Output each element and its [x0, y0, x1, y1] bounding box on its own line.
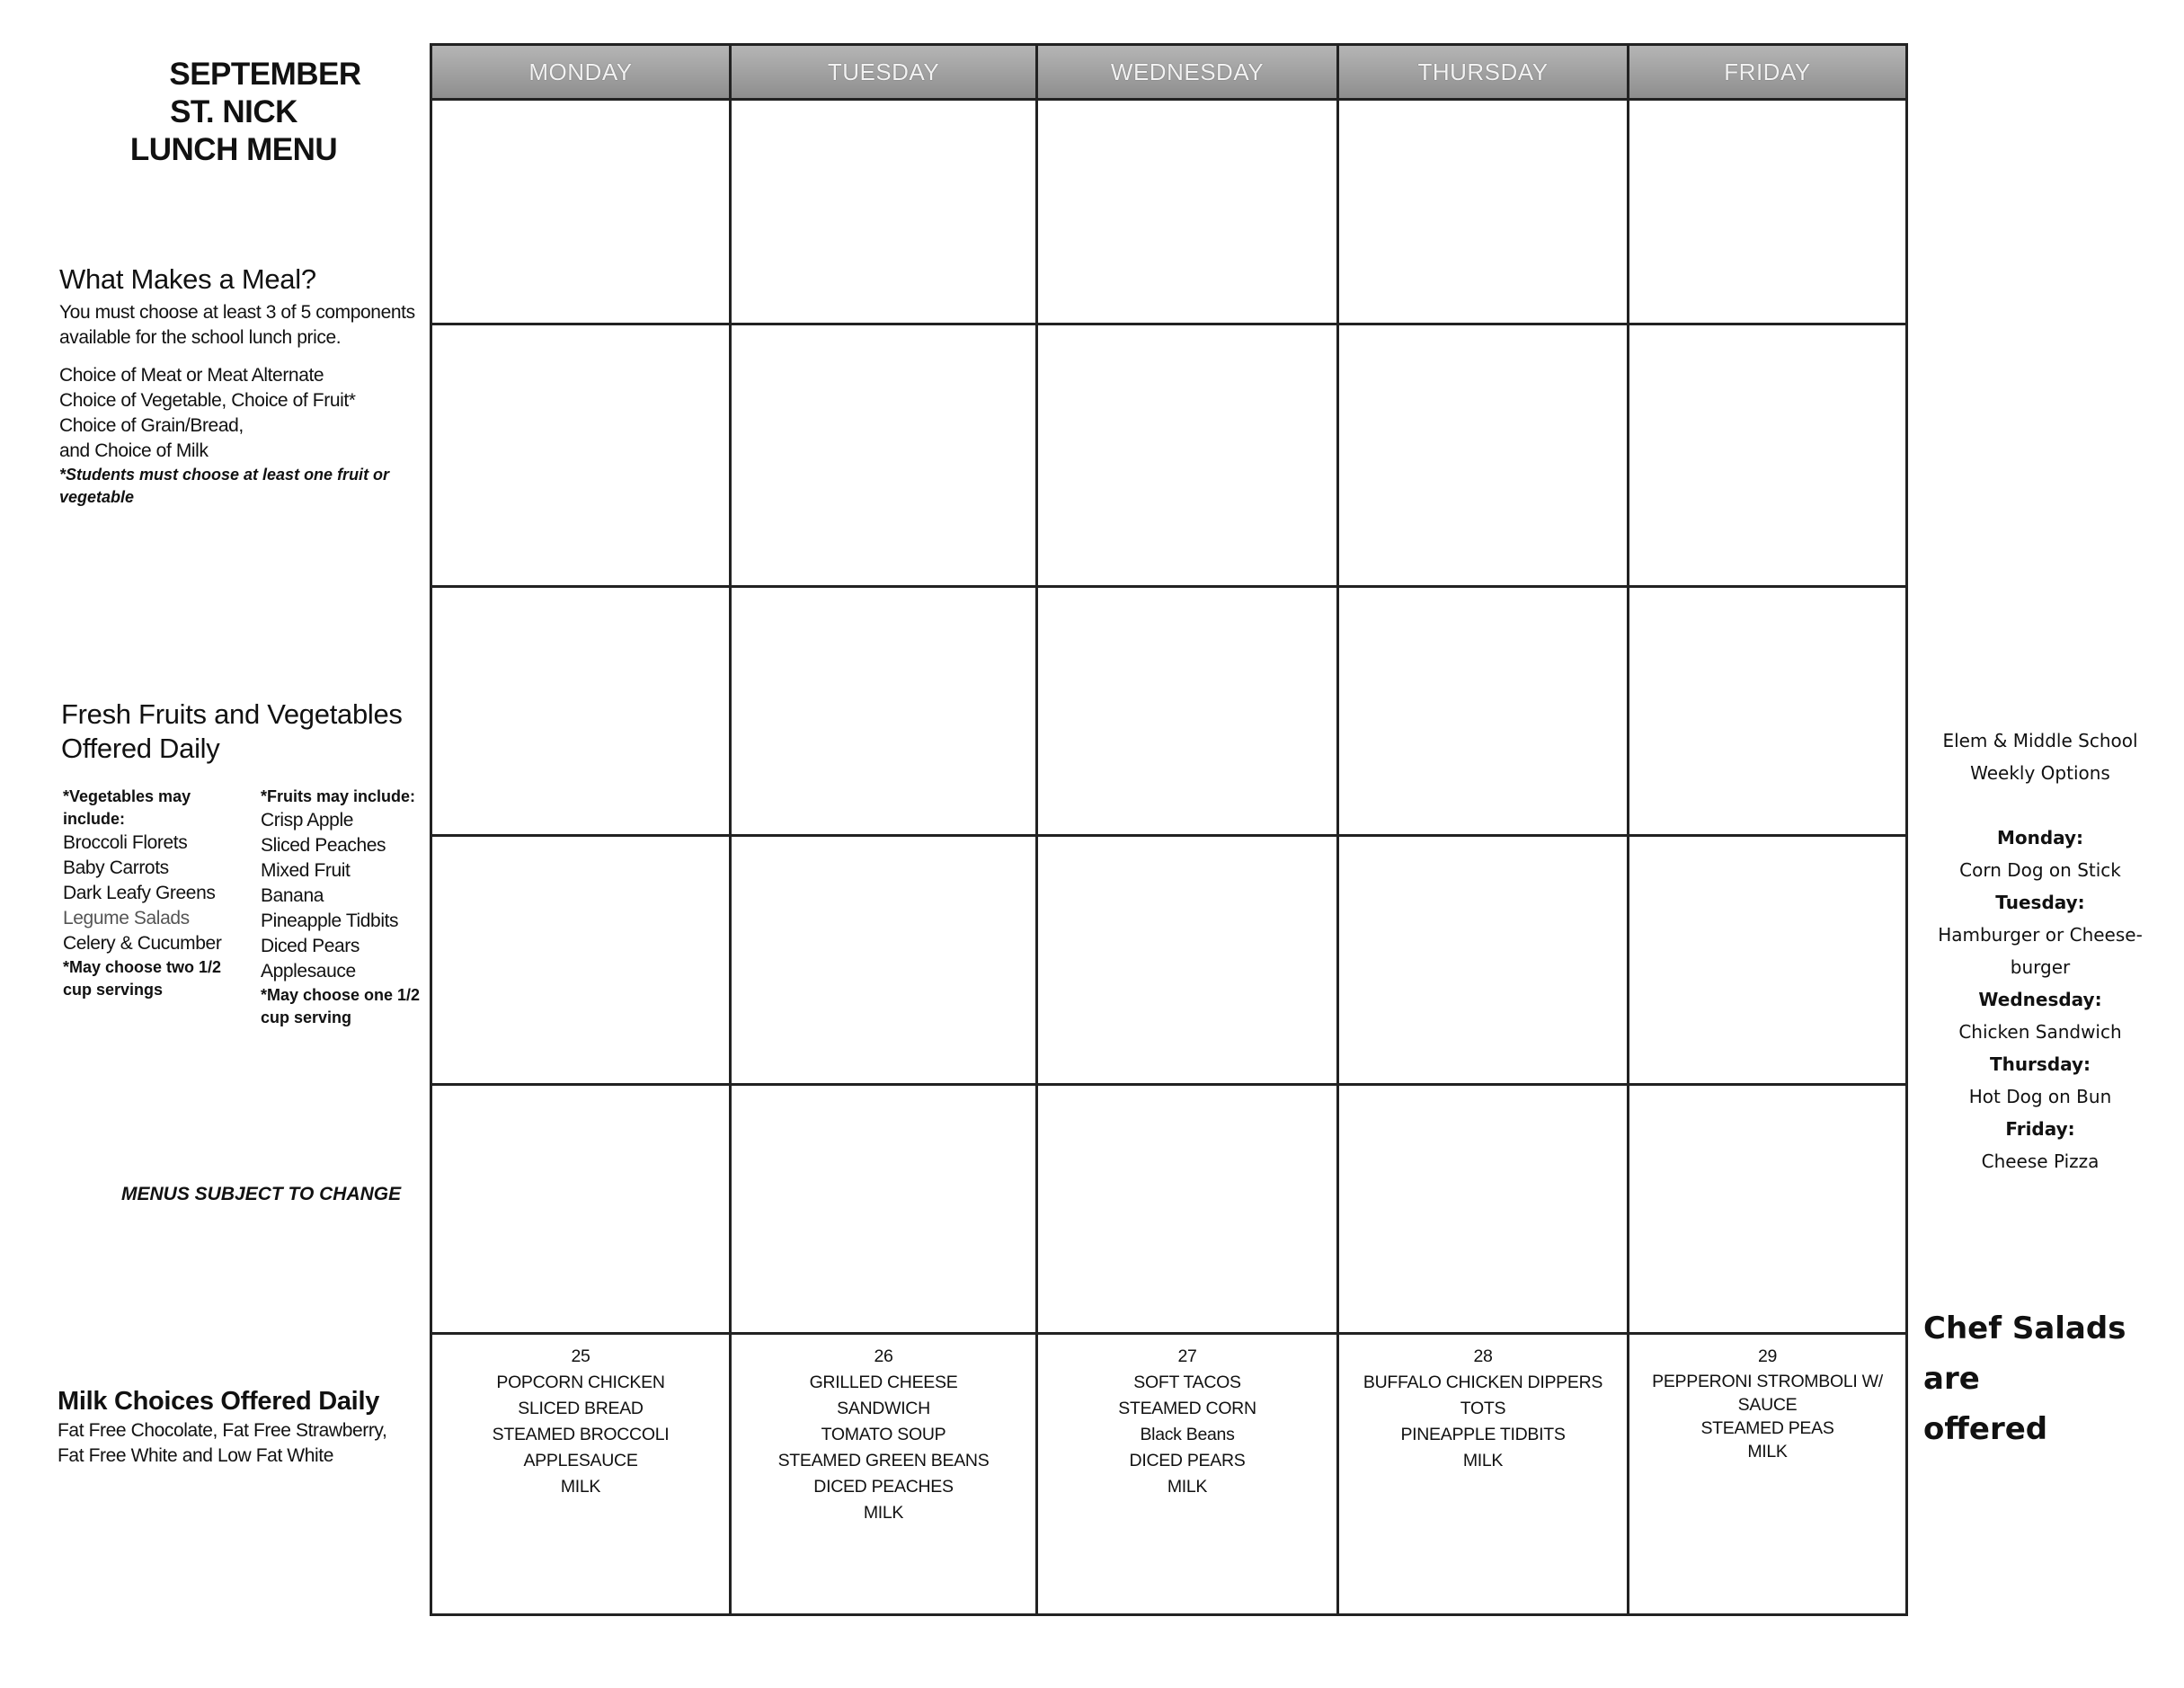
menu-calendar [430, 43, 1908, 1616]
menu-item: MILK [1462, 1451, 1504, 1470]
weekly-options-title-2: Weekly Options [1970, 762, 2110, 784]
option-item: Chicken Sandwich [1958, 1021, 2122, 1043]
meal-note: *Students must choose at least one fruit or vegetable [59, 466, 390, 506]
veg-item: Dark Leafy Greens [63, 883, 216, 903]
produce-title-1: Fresh Fruits and Vegetables [61, 698, 403, 730]
menu-item: MILK [863, 1503, 904, 1523]
grid-divider [432, 585, 1905, 588]
meal-choice: and Choice of Milk [59, 440, 209, 461]
vegetable-list [63, 786, 243, 1001]
header-monday: MONDAY [528, 58, 633, 85]
option-item: Cheese Pizza [1981, 1151, 2100, 1172]
meal-choice: Choice of Vegetable, Choice of Fruit* [59, 390, 356, 411]
menu-item: TOMATO SOUP [821, 1425, 946, 1444]
menu-item: TOTS [1460, 1399, 1506, 1418]
fruit-item: Mixed Fruit [261, 860, 351, 881]
menu-item: Black Beans [1140, 1425, 1235, 1444]
option-day: Friday: [2005, 1118, 2075, 1140]
day-date: 25 [571, 1346, 590, 1366]
header-friday: FRIDAY [1724, 58, 1811, 85]
milk-line-1: Fat Free Chocolate, Fat Free Strawberry, [58, 1420, 387, 1441]
menu-item: SLICED BREAD [518, 1399, 644, 1418]
fruit-item: Applesauce [261, 961, 356, 982]
meal-choice: Choice of Meat or Meat Alternate [59, 365, 324, 386]
day-date: 27 [1177, 1346, 1197, 1366]
menu-item: BUFFALO CHICKEN DIPPERS [1363, 1373, 1603, 1392]
title-school: ST. NICK [170, 94, 297, 129]
weekly-options [1923, 724, 2157, 1177]
menu-item: MILK [1167, 1477, 1208, 1497]
menu-item: GRILLED CHEESE [809, 1373, 958, 1392]
meal-info-title: What Makes a Meal? [59, 263, 316, 295]
fruit-item: Sliced Peaches [261, 835, 386, 856]
menu-item: APPLESAUCE [523, 1451, 638, 1470]
menu-item: MILK [1747, 1442, 1788, 1461]
meal-info-intro: You must choose at least 3 of 5 components available for the school lunch price. [59, 302, 415, 348]
fruit-item: Crisp Apple [261, 810, 353, 831]
meal-choice: Choice of Grain/Bread, [59, 415, 244, 436]
meal-choices [59, 363, 419, 464]
fruit-item: Pineapple Tidbits [261, 911, 399, 931]
chef-line-2: offered [1923, 1411, 2048, 1447]
weekday-header [432, 46, 1905, 101]
menu-item: SOFT TACOS [1133, 1373, 1241, 1392]
grid-divider [432, 834, 1905, 837]
day-date: 28 [1473, 1346, 1493, 1366]
menu-item: DICED PEARS [1129, 1451, 1246, 1470]
grid-divider [432, 1332, 1905, 1335]
day-cell-thursday [1339, 1344, 1627, 1474]
day-cell-friday [1629, 1344, 1905, 1463]
produce-section [61, 697, 421, 766]
day-date: 26 [874, 1346, 893, 1366]
title-menu: LUNCH MENU [129, 132, 338, 167]
menu-item: STEAMED CORN [1118, 1399, 1256, 1418]
menu-item: POPCORN CHICKEN [496, 1373, 665, 1392]
veg-item: Baby Carrots [63, 857, 169, 878]
day-cell-tuesday [732, 1344, 1035, 1526]
option-day: Tuesday: [1995, 892, 2085, 913]
menus-subject-to-change: MENUS SUBJECT TO CHANGE [121, 1184, 402, 1204]
veg-item: Broccoli Florets [63, 832, 188, 853]
header-wednesday: WEDNESDAY [1110, 58, 1265, 85]
grid-divider [432, 1083, 1905, 1086]
day-cell-wednesday [1038, 1344, 1336, 1500]
day-cell-monday [432, 1344, 729, 1500]
menu-item: SAUCE [1737, 1395, 1798, 1415]
fruit-heading: *Fruits may include: [261, 787, 416, 805]
title-month: SEPTEMBER [169, 57, 361, 92]
menu-item: PEPPERONI STROMBOLI W/ [1652, 1372, 1883, 1391]
milk-title: Milk Choices Offered Daily [58, 1387, 380, 1416]
veg-note: *May choose two 1/2 cup servings [63, 958, 222, 999]
chef-line-1: Chef Salads are [1923, 1310, 2126, 1397]
fruit-note: *May choose one 1/2 cup serving [261, 986, 421, 1026]
day-date: 29 [1757, 1346, 1778, 1366]
header-tuesday: TUESDAY [827, 58, 940, 85]
menu-item: STEAMED BROCCOLI [492, 1425, 670, 1444]
option-item: Hamburger or Cheese- [1938, 924, 2143, 946]
milk-section [58, 1384, 435, 1469]
grid-divider [432, 323, 1905, 325]
produce-title-2: Offered Daily [61, 733, 220, 764]
fruit-item: Diced Pears [261, 936, 360, 956]
option-day: Monday: [1996, 827, 2084, 848]
menu-item: STEAMED PEAS [1700, 1418, 1834, 1438]
menu-item: MILK [560, 1477, 601, 1497]
fruit-item: Banana [261, 885, 324, 906]
veg-item: Legume Salads [63, 908, 190, 928]
option-item: burger [2010, 956, 2071, 978]
option-item: Corn Dog on Stick [1959, 859, 2121, 881]
option-day: Thursday: [1989, 1053, 2091, 1075]
milk-line-2: Fat Free White and Low Fat White [58, 1445, 333, 1466]
menu-item: SANDWICH [837, 1399, 930, 1418]
chef-salad-note [1923, 1303, 2184, 1454]
weekly-options-title-1: Elem & Middle School [1942, 730, 2138, 751]
veg-item: Celery & Cucumber [63, 933, 222, 954]
option-item: Hot Dog on Bun [1968, 1086, 2112, 1107]
menu-item: STEAMED GREEN BEANS [777, 1451, 990, 1470]
meal-info [59, 262, 419, 509]
veg-heading: *Vegetables may include: [63, 787, 191, 828]
menu-item: DICED PEACHES [813, 1477, 954, 1497]
fruit-list [261, 786, 427, 1029]
header-thursday: THURSDAY [1417, 58, 1549, 85]
menu-item: PINEAPPLE TIDBITS [1400, 1425, 1566, 1444]
menu-title [72, 56, 395, 169]
option-day: Wednesday: [1978, 989, 2102, 1010]
